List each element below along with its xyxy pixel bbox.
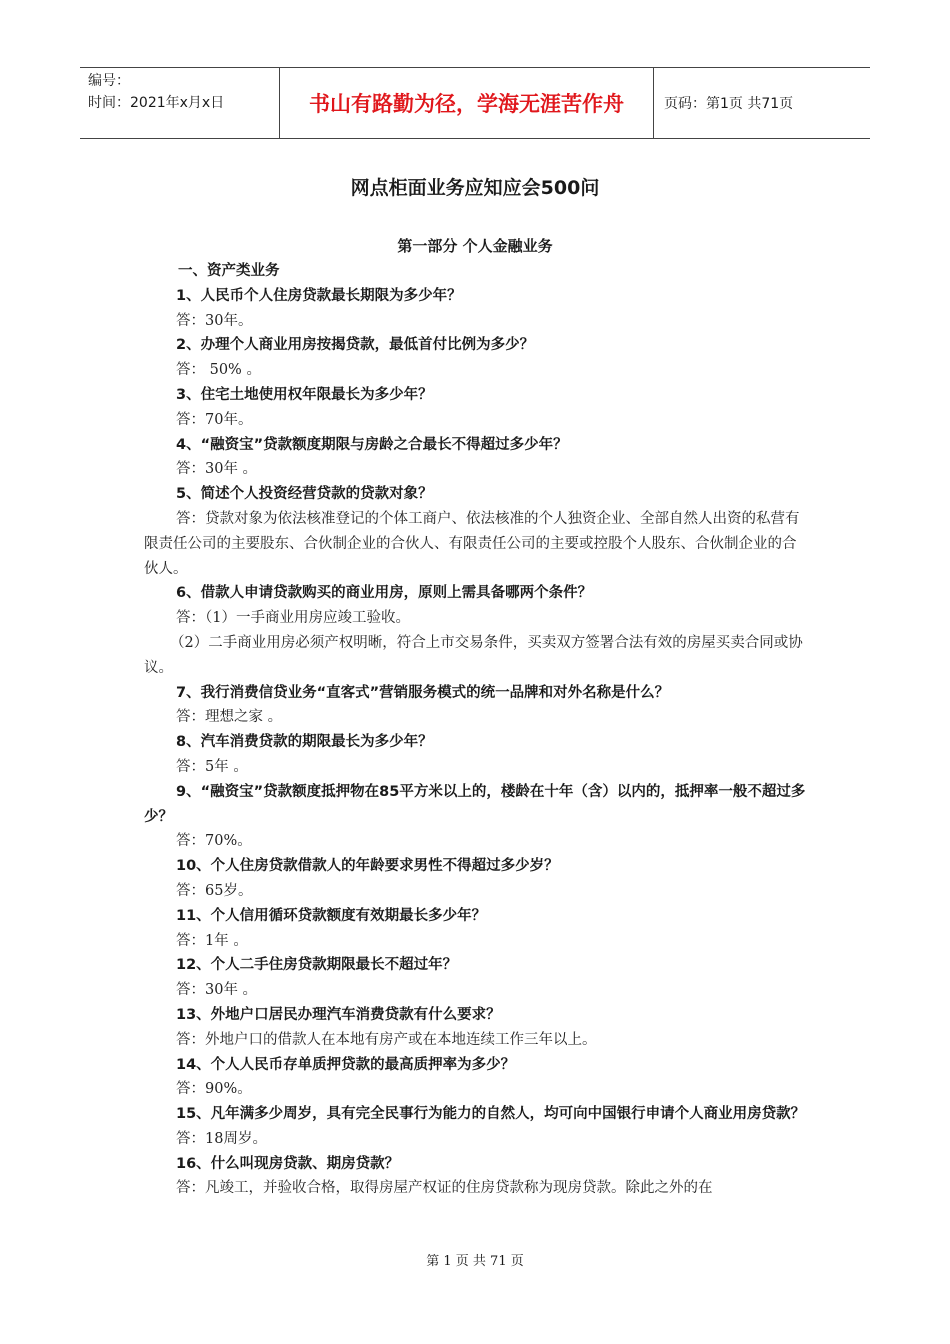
question-line: 10、个人住房贷款借款人的年龄要求男性不得超过多少岁？ [176, 858, 559, 875]
answer-line: （2）二手商业用房必须产权明晰，符合上市交易条件，买卖双方签署合法有效的房屋买卖合同或协议。 [144, 634, 803, 676]
answer-line: 答：30年 。 [176, 461, 258, 478]
document-title: 网点柜面业务应知应会500问 [350, 177, 600, 199]
answer-line: 答：30年。 [176, 312, 253, 329]
question-line: 3、住宅土地使用权年限最长为多少年？ [176, 386, 433, 403]
page-footer: 第 1 页 共 71 页 [426, 1254, 524, 1269]
question-line: 16、什么叫现房贷款、期房贷款？ [176, 1155, 400, 1172]
answer-line: 答：凡竣工，并验收合格，取得房屋产权证的住房贷款称为现房贷款。除此之外的在 [176, 1180, 713, 1197]
question-line: 9、“融资宝”贷款额度抵押物在85平方米以上的，楼龄在十年（含）以内的，抵押率一般不超过多少？ [144, 783, 806, 825]
header-motto: 书山有路勤为径，学海无涯苦作舟 [280, 68, 654, 138]
answer-line: 答： 50% 。 [176, 362, 261, 379]
question-line: 11、个人信用循环贷款额度有效期最长多少年？ [176, 907, 487, 924]
question-line: 7、我行消费信贷业务“直客式”营销服务模式的统一品牌和对外名称是什么？ [176, 684, 670, 701]
answer-line: 答：90%。 [176, 1081, 252, 1098]
question-line: 5、简述个人投资经营贷款的贷款对象？ [176, 486, 433, 503]
header-meta [80, 68, 280, 138]
answer-line: 答：18周岁。 [176, 1130, 267, 1147]
question-line: 8、汽车消费贷款的期限最长为多少年？ [176, 734, 433, 751]
header-page-info: 页码：第1页 共71页 [664, 96, 794, 112]
part-title: 第一部分 个人金融业务 [397, 237, 553, 255]
question-line: 6、借款人申请贷款购买的商业用房，原则上需具备哪两个条件？ [176, 585, 593, 602]
question-line: 15、凡年满多少周岁，具有完全民事行为能力的自然人，均可向中国银行申请个人商业用房贷款？ [176, 1106, 806, 1123]
answer-line: 答：5年 。 [176, 758, 248, 775]
question-line: 2、办理个人商业用房按揭贷款，最低首付比例为多少？ [176, 337, 535, 354]
answer-line: 答：外地户口的借款人在本地有房产或在本地连续工作三年以上。 [176, 1031, 597, 1048]
question-line: 1、人民币个人住房贷款最长期限为多少年？ [176, 287, 462, 304]
question-line: 4、“融资宝”贷款额度期限与房龄之合最长不得超过多少年？ [176, 436, 568, 453]
answer-line: 答：1年 。 [176, 932, 248, 949]
answer-line: 答：理想之家 。 [176, 709, 283, 726]
section-heading: 一、资产类业务 [178, 263, 280, 279]
question-line: 13、外地户口居民办理汽车消费贷款有什么要求？ [176, 1006, 501, 1023]
page-header [80, 67, 870, 139]
question-line: 12、个人二手住房贷款期限最长不超过年？ [176, 957, 458, 974]
question-line: 14、个人人民币存单质押贷款的最高质押率为多少？ [176, 1056, 516, 1073]
answer-line: 答：70%。 [176, 833, 252, 850]
answer-line: 答：70年。 [176, 411, 253, 428]
answer-line: 答：30年 。 [176, 982, 258, 999]
qa-list [144, 284, 810, 1201]
number-label: 编号： [88, 73, 130, 89]
document-body [144, 259, 810, 1201]
answer-line: 答：（1）一手商业用房应竣工验收。 [176, 610, 410, 627]
date-label: 时间：2021年x月x日 [88, 95, 225, 111]
answer-line: 答：65岁。 [176, 882, 253, 899]
answer-line: 答：贷款对象为依法核准登记的个体工商户、依法核准的个人独资企业、全部自然人出资的私营有限责任公司的主要股东、合伙制企业的合伙人、有限责任公司的主要或控股个人股东、合伙制企业的合伙人。 [144, 510, 800, 577]
